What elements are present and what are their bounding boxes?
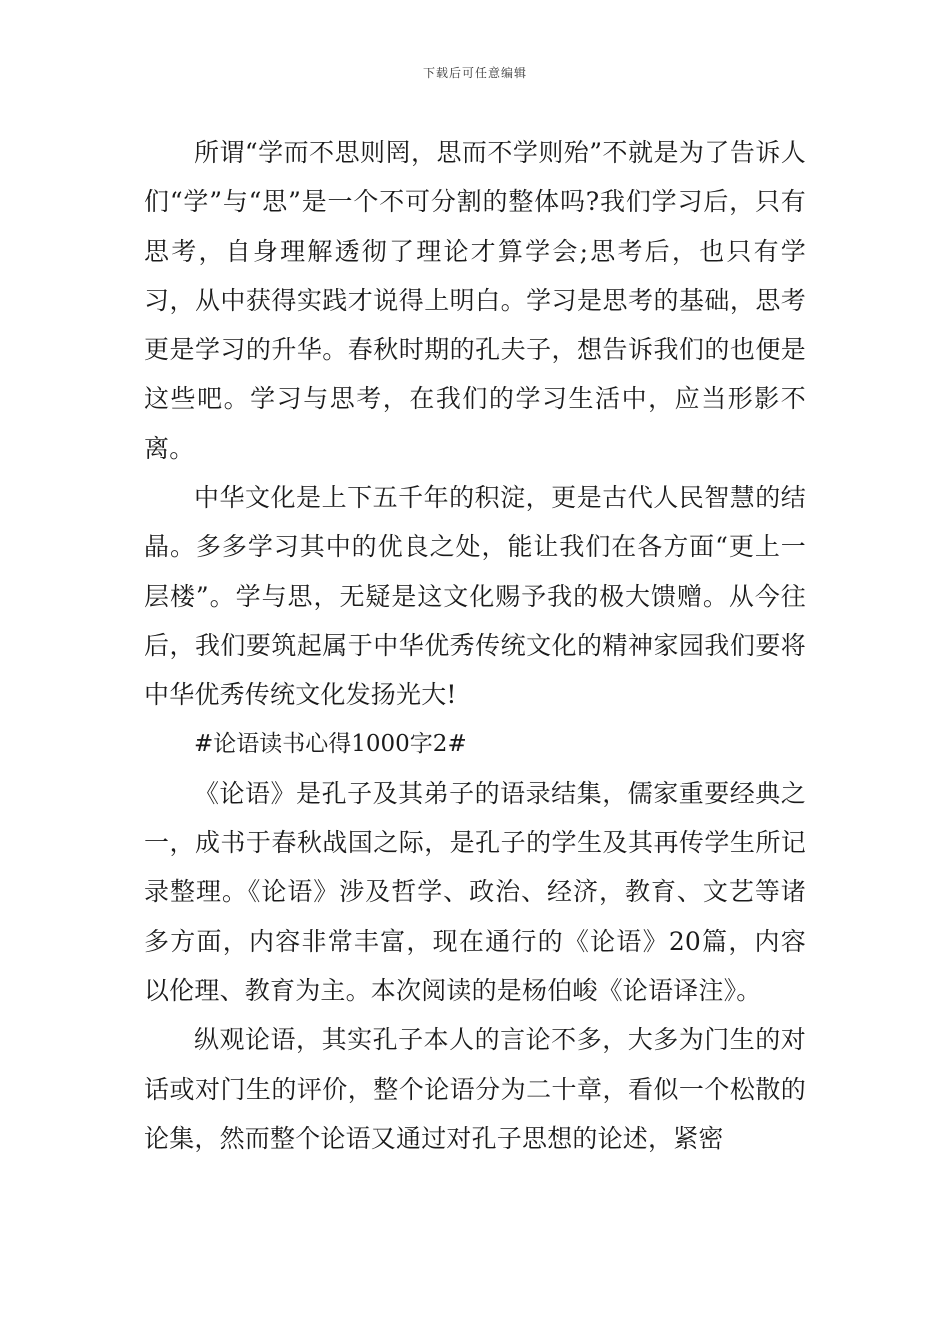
paragraph-chinese-culture: 中华文化是上下五千年的积淀，更是古代人民智慧的结晶。多多学习其中的优良之处，能让我们在各方面“更上一层楼”。学与思，无疑是这文化赐予我的极大馈赠。从今往后，我们要筑起属于中华优秀传统文化的精神家园我们要将中华优秀传统文化发扬光大! xyxy=(144,483,806,710)
paragraph-analects-intro: 《论语》是孔子及其弟子的语录结集，儒家重要经典之一，成书于春秋战国之际，是孔子的学生及其再传学生所记录整理。《论语》涉及哲学、政治、经济，教育、文艺等诸多方面，内容非常丰富，现在通行的《论语》20篇，内容以伦理、教育为主。本次阅读的是杨伯峻《论语译注》。 xyxy=(144,778,806,1006)
document-body xyxy=(144,128,806,1163)
section-heading: #论语读书心得1000字2# xyxy=(194,730,467,757)
page-header-note: 下载后可任意编辑 xyxy=(422,66,527,80)
paragraph-learning-thinking: 所谓“学而不思则罔，思而不学则殆”不就是为了告诉人们“学”与“思”是一个不可分割的整体吗?我们学习后，只有思考，自身理解透彻了理论才算学会;思考后，也只有学习，从中获得实践才说得上明白。学习是思考的基础，思考更是学习的升华。春秋时期的孔夫子，想告诉我们的也便是这些吧。学习与思考，在我们的学习生活中，应当形影不离。 xyxy=(144,138,806,463)
paragraph-analects-overview: 纵观论语，其实孔子本人的言论不多，大多为门生的对话或对门生的评价，整个论语分为二十章，看似一个松散的论集，然而整个论语又通过对孔子思想的论述，紧密 xyxy=(144,1025,806,1153)
